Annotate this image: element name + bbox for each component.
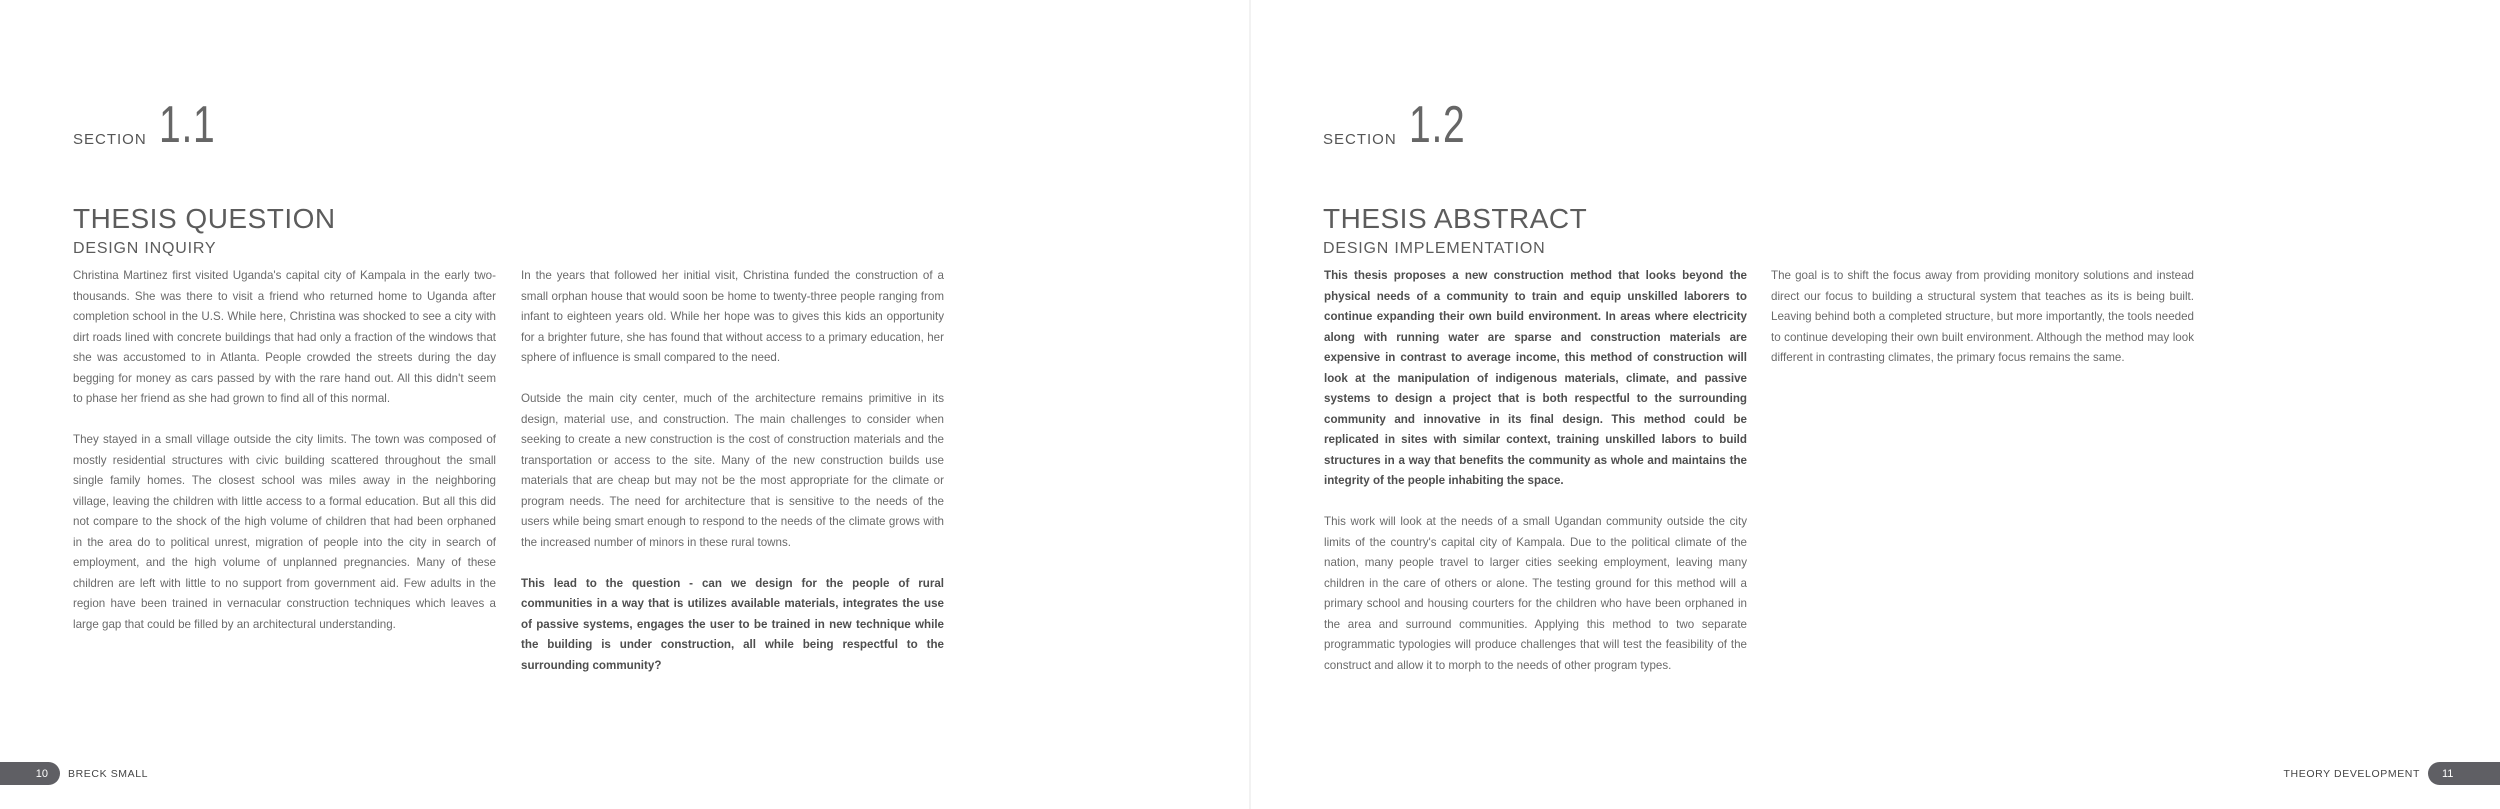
page-gutter — [1249, 0, 1251, 809]
thesis-question: This lead to the question - can we design for the people of rural communities in a way that is utilizes available materials, integrates the use of passive systems, engages the user to be trained in new technique while the building is under construction, all while being respectful to the surrounding community? — [521, 576, 944, 672]
paragraph: Christina Martinez first visited Uganda's capital city of Kampala in the early two-thousands. She was there to visit a friend who returned home to Uganda after completion school in the U.S. While here, Christina was shocked to see a city with dirt roads lined with concrete buildings that had only a fraction of the windows that she was accustomed to in Atlanta. People crowded the streets during the day begging for money as cars passed by with the rare hand out. All this didn't seem to phase her friend as she had grown to find all of this normal. — [73, 269, 496, 405]
footer-label: BRECK SMALL — [68, 767, 149, 780]
footer-left — [0, 762, 148, 785]
section-word: SECTION — [73, 131, 147, 148]
section-label-right — [1323, 96, 1484, 154]
paragraph: This work will look at the needs of a small Ugandan community outside the city limits of the country's capital city of Kampala. Due to the political climate of the nation, many people travel to larger cities seeking employment, leaving many children in the care of others or alone. The testing ground for this method will a primary school and housing courters for the children who have been orphaned in the area and surround communities. Applying this method to two separate programmatic typologies will produce challenges that will test the feasibility of the construct and allow it to morph to the needs of other program types. — [1324, 515, 1747, 672]
page-subtitle: DESIGN IMPLEMENTATION — [1323, 240, 1546, 257]
page-subtitle: DESIGN INQUIRY — [73, 240, 217, 257]
page-title: THESIS ABSTRACT — [1323, 203, 1588, 234]
page-title: THESIS QUESTION — [73, 203, 336, 234]
abstract-column-2 — [1771, 266, 2194, 389]
paragraph: In the years that followed her initial visit, Christina funded the construction of a small orphan house that would soon be home to twenty-three people ranging from infant to eighteen years old. While her hope was to gives this kids an opportunity for a brighter future, she has found that without access to a primary education, her sphere of influence is small compared to the need. — [521, 269, 944, 364]
footer-right — [2284, 762, 2500, 785]
footer-label: THEORY DEVELOPMENT — [2283, 767, 2420, 780]
section-number: 1.1 — [158, 96, 216, 154]
text-column-2 — [521, 266, 944, 697]
abstract-column-1 — [1324, 266, 1747, 697]
page-number: 11 — [2428, 762, 2500, 785]
section-number: 1.2 — [1408, 96, 1466, 154]
page-number: 10 — [0, 762, 60, 785]
paragraph: Outside the main city center, much of the architecture remains primitive in its design, material use, and construction. The main challenges to consider when seeking to create a new construction is the cost of construction materials and the transportation or access to the site. Many of the new construction builds use materials that are cheap but may not be the most appropriate for the climate or program needs. The need for architecture that is sensitive to the needs of the users while being smart enough to respond to the needs of the climate grows with the increased number of minors in these rural towns. — [521, 392, 944, 549]
section-label-left — [73, 96, 234, 154]
paragraph: The goal is to shift the focus away from providing monitory solutions and instead direct our focus to building a structural system that teaches as its is being built. Leaving behind both a completed structure, but more importantly, the tools needed to continue developing their own built environment. Although the method may look different in contrasting climates, the primary focus remains the same. — [1771, 269, 2194, 364]
abstract-statement: This thesis proposes a new construction method that looks beyond the physical needs of a community to train and equip unskilled laborers to continue expanding their own build environment. In areas where electricity along with running water are sparse and construction materials are expensive in contrast to average income, this method of construction will look at the manipulation of indigenous materials, climate, and passive systems to design a project that is both respectful to the surrounding community and innovative in its final design. This method could be replicated in sites with similar context, training unskilled labors to build structures in a way that benefits the community as whole and maintains the integrity of the people inhabiting the space. — [1324, 269, 1747, 487]
paragraph: They stayed in a small village outside the city limits. The town was composed of mostly residential structures with civic building scattered throughout the small single family homes. The closest school was miles away in the neighboring village, leaving the children with little access to a formal education. But all this did not compare to the shock of the high volume of children that had been orphaned in the area do to political unrest, migration of people into the city in search of employment, and the high volume of unplanned pregnancies. Many of these children are left with little to no support from government aid. Few adults in the region have been trained in vernacular construction techniques which leaves a large gap that could be filled by an architectural understanding. — [73, 433, 496, 631]
text-column-1 — [73, 266, 496, 656]
section-word: SECTION — [1323, 131, 1397, 148]
